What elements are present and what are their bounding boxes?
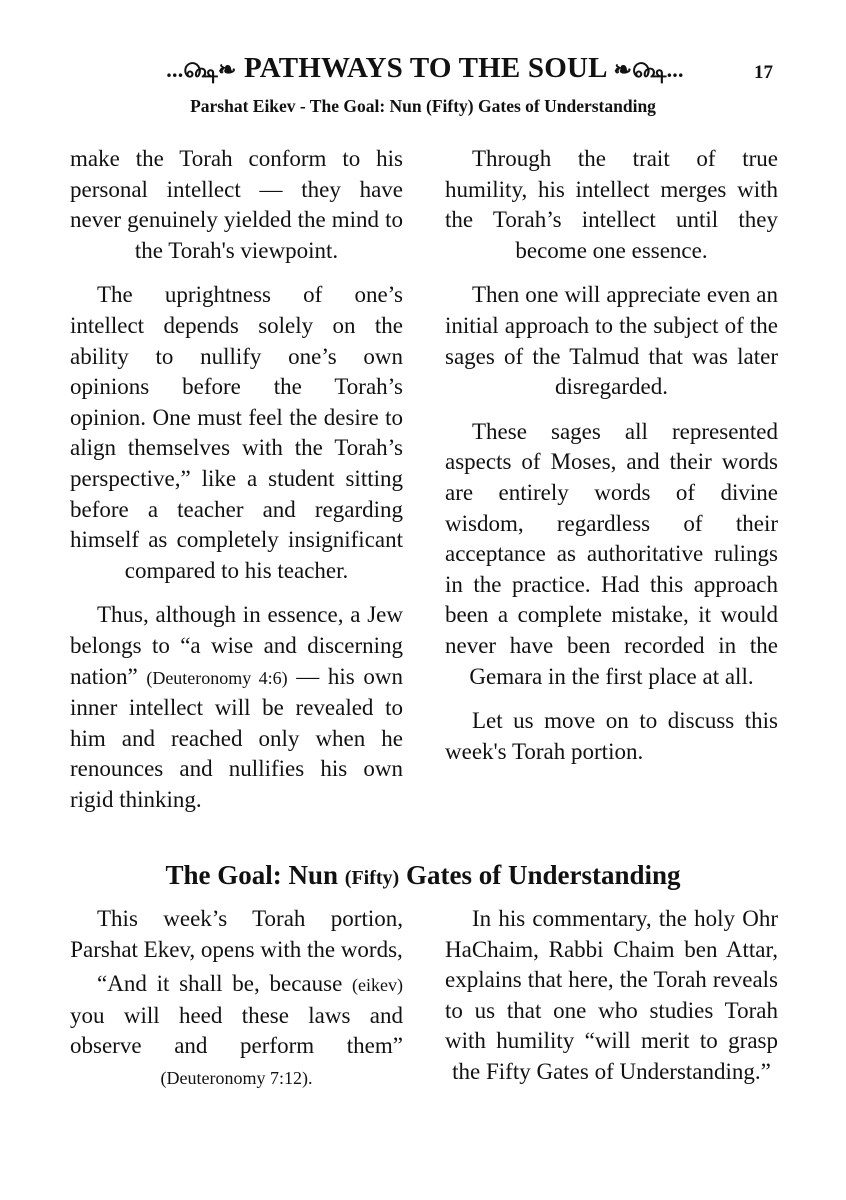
text: Thus, although in essence, a Jew belongs to “a wise and discerning nation” (70, 602, 403, 689)
text: Gates of Understanding (399, 860, 681, 890)
paragraph: make the Torah conform to his personal intellect — they have never genuinely yielded the mind to the Torah's viewpoint. (70, 146, 403, 263)
paragraph: Then one will appreciate even an initial approach to the subject of the sages of the Talmud that was later disregarded. (445, 282, 778, 400)
paragraph: In his commentary, the holy Ohr HaChaim, Rabbi Chaim ben Attar, explains that here, the Torah reveals to us that one who studies Torah with humility “will merit to grasp the Fifty Gates of Understanding.” (445, 906, 778, 1084)
paragraph: The uprightness of one’s intellect depends solely on the ability to nullify one’s own opinions before the Torah’s opinion. One must feel the desire to align themselves with the Torah’s perspective,” like a student sitting before a teacher and regarding himself as completely insignificant compared to his teacher. (70, 282, 403, 583)
upper-right-column (445, 144, 778, 781)
scripture-reference: (Deuteronomy 7:12) (160, 1067, 308, 1088)
lower-right-column (445, 904, 778, 1102)
text: — his own inner intellect will be revealed to him and reached only when he renounces and nullifies his own rigid thinking. (70, 663, 403, 812)
hebrew-term: (eikev) (352, 975, 403, 996)
text: The Goal: Nun (165, 860, 345, 890)
book-title-text: PATHWAYS TO THE SOUL (243, 52, 607, 84)
scripture-reference: (Deuteronomy 4:6) (146, 667, 288, 688)
chapter-subtitle: Parshat Eikev - The Goal: Nun (Fifty) Gates of Understanding (190, 96, 656, 116)
book-title (130, 52, 720, 86)
ornament-right-icon: ❧௸... (613, 57, 684, 82)
upper-left-column (70, 144, 403, 829)
paragraph (70, 969, 403, 1093)
text: you will heed these laws and observe and perform them” (70, 1002, 403, 1059)
paragraph: This week’s Torah portion, Parshat Ekev, opens with the words, (70, 906, 403, 962)
page-number: 17 (754, 62, 773, 83)
paragraph: These sages all represented aspects of Moses, and their words are entirely words of divine wisdom, regardless of their acceptance as authoritative rulings in the practice. Had this approach been a complete mistake, it would never have been recorded in the Gemara in the first place at all. (445, 418, 778, 689)
text: (Fifty) (344, 867, 400, 889)
text: . (307, 1067, 313, 1088)
paragraph (70, 600, 403, 815)
ornament-left-icon: ...௸❧ (166, 57, 237, 82)
lower-left-column (70, 904, 403, 1108)
text: “And it shall be, because (97, 971, 353, 997)
section-heading (0, 860, 846, 891)
paragraph: Through the trait of true humility, his intellect merges with the Torah’s intellect until they become one essence. (445, 146, 778, 263)
paragraph: Let us move on to discuss this week's Torah portion. (445, 708, 778, 764)
